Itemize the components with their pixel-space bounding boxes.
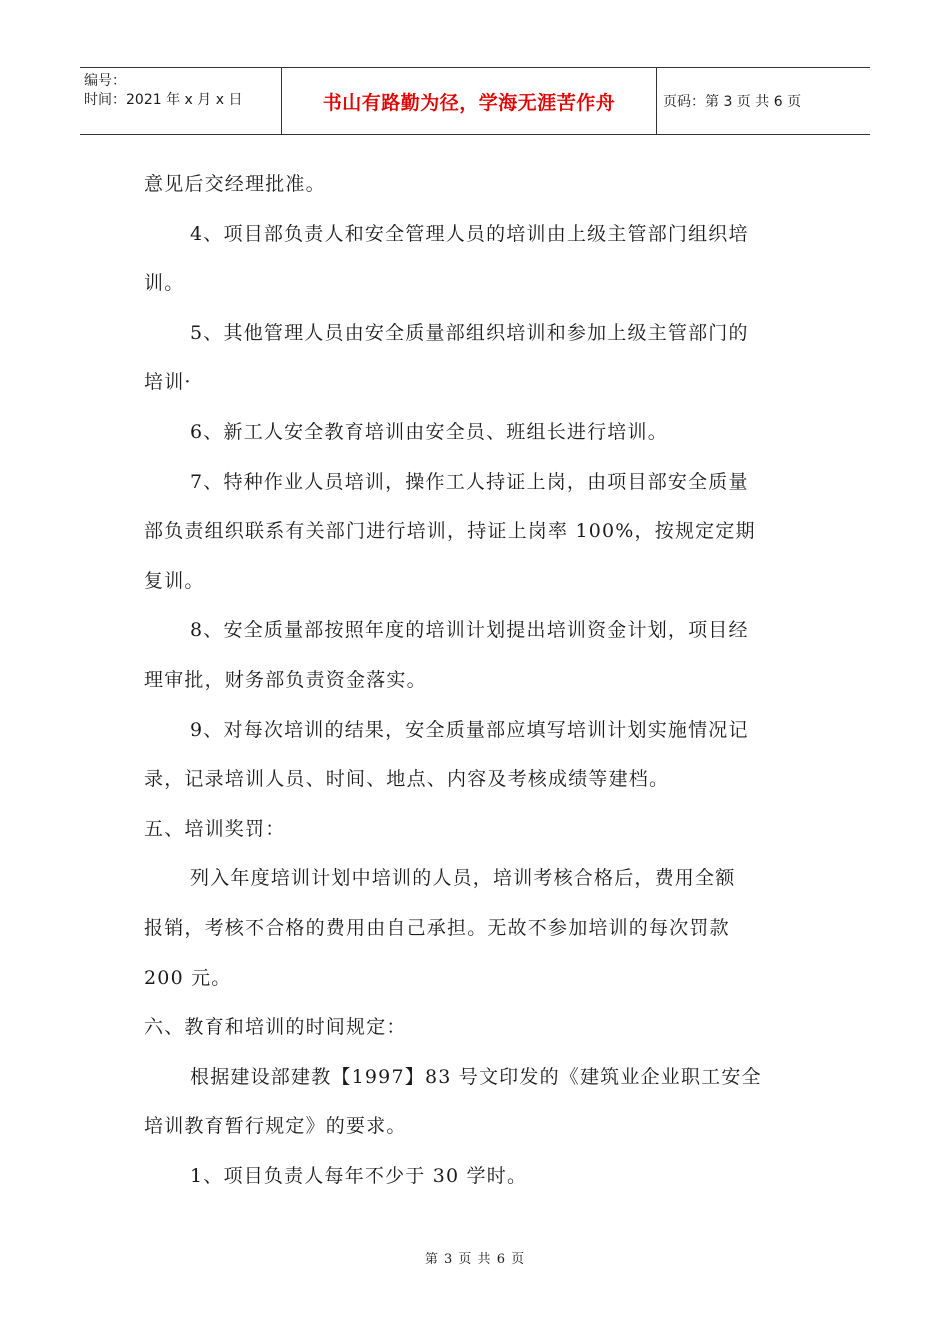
body-line: 7、特种作业人员培训，操作工人持证上岗，由项目部安全质量 bbox=[190, 470, 749, 493]
header-slogan: 书山有路勤为径，学海无涯苦作舟 bbox=[322, 91, 616, 114]
header-page-code-cell bbox=[657, 68, 870, 134]
body-line: 训。 bbox=[144, 272, 185, 295]
body-line: 列入年度培训计划中培训的人员，培训考核合格后，费用全额 bbox=[190, 867, 736, 890]
document-date-label: 时间：2021 年 x 月 x 日 bbox=[84, 92, 243, 108]
body-line: 根据建设部建教【1997】83 号文印发的《建筑业企业职工安全 bbox=[190, 1065, 762, 1088]
body-line: 4、项目部负责人和安全管理人员的培训由上级主管部门组织培 bbox=[190, 222, 749, 245]
header-slogan-cell bbox=[282, 68, 657, 134]
page-header bbox=[80, 67, 870, 135]
body-line: 1、项目负责人每年不少于 30 学时。 bbox=[190, 1164, 528, 1187]
body-line: 理审批，财务部负责资金落实。 bbox=[144, 668, 427, 691]
body-line: 6、新工人安全教育培训由安全员、班组长进行培训。 bbox=[190, 420, 668, 443]
section-heading: 六、教育和培训的时间规定： bbox=[144, 1016, 407, 1039]
body-line: 录，记录培训人员、时间、地点、内容及考核成绩等建档。 bbox=[144, 768, 670, 791]
body-line: 8、安全质量部按照年度的培训计划提出培训资金计划，项目经 bbox=[190, 619, 749, 642]
page-footer: 第 3 页 共 6 页 bbox=[424, 1252, 526, 1267]
body-line: 复训。 bbox=[144, 569, 205, 592]
body-line: 报销，考核不合格的费用由自己承担。无故不参加培训的每次罚款 bbox=[144, 916, 730, 939]
body-line: 意见后交经理批准。 bbox=[144, 173, 326, 195]
body-line: 5、其他管理人员由安全质量部组织培训和参加上级主管部门的 bbox=[190, 321, 749, 344]
body-line: 部负责组织联系有关部门进行培训，持证上岗率 100%，按规定定期 bbox=[144, 520, 756, 543]
section-heading: 五、培训奖罚： bbox=[144, 817, 286, 840]
body-line: 200 元。 bbox=[144, 966, 232, 989]
body-line: 培训教育暂行规定》的要求。 bbox=[144, 1115, 407, 1138]
header-meta bbox=[80, 68, 282, 134]
header-page-code: 页码：第 3 页 共 6 页 bbox=[663, 94, 802, 110]
document-number-label: 编号： bbox=[84, 73, 126, 89]
body-line: 9、对每次培训的结果，安全质量部应填写培训计划实施情况记 bbox=[190, 718, 749, 741]
document-body bbox=[144, 160, 804, 1201]
body-line: 培训· bbox=[144, 371, 192, 394]
